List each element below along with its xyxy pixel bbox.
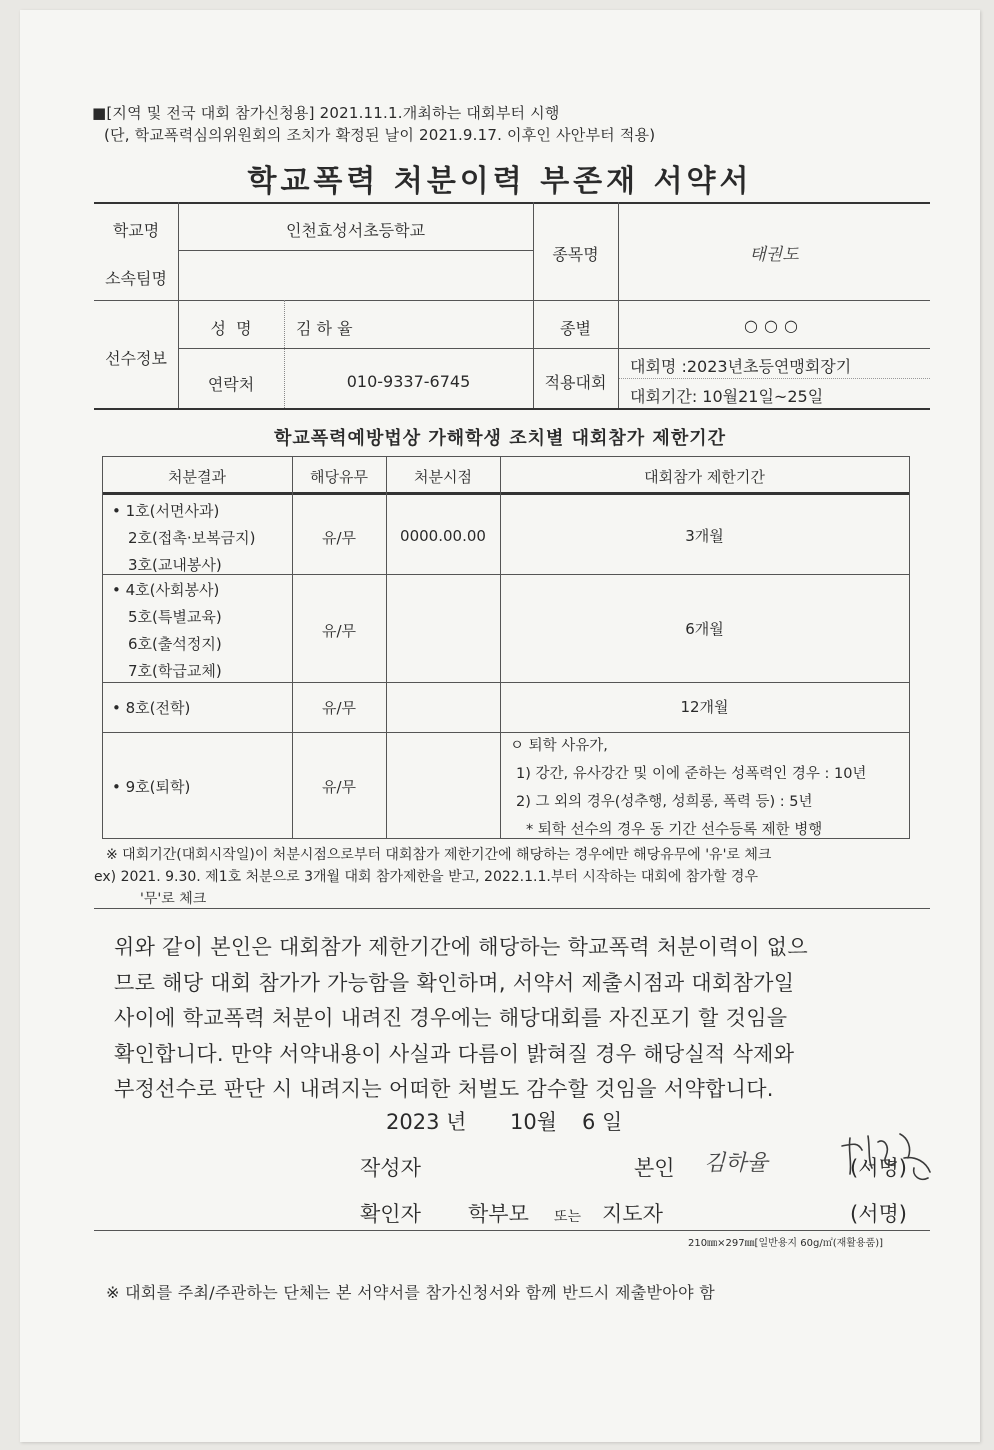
or-label: 또는 (554, 1209, 582, 1225)
table-note-3: '무'로 체크 (140, 891, 207, 907)
col-header-applicable: 해당유무 (310, 468, 368, 486)
pledge-text (114, 930, 934, 1108)
confirmer-label: 확인자 (360, 1202, 421, 1226)
self-handwritten-name: 김하율 (704, 1151, 768, 1176)
restriction-period: 3개월 (685, 527, 724, 545)
parent-label: 학부모 (468, 1202, 529, 1226)
date-day: 6 일 (582, 1110, 623, 1134)
form-paper (20, 10, 980, 1442)
result-item: • 4호(사회봉사) (112, 581, 220, 599)
restriction-period: 6개월 (685, 620, 724, 638)
notice-line-1: ■[지역 및 전국 대회 참가신청용] 2021.11.1.개최하는 대회부터 시행 (92, 104, 560, 122)
col-header-period: 대회참가 제한기간 (644, 468, 765, 486)
col-header-date: 처분시점 (414, 468, 472, 486)
notice-line-2: (단, 학교폭력심의위원회의 조치가 확정된 날이 2021.9.17. 이후인 사안부터 적용) (104, 126, 656, 144)
result-item: • 1호(서면사과) (112, 502, 220, 520)
result-item: 6호(출석정지) (128, 635, 222, 653)
pledge-line: 위와 같이 본인은 대회참가 제한기간에 해당하는 학교폭력 처분이력이 없으 (114, 935, 808, 959)
restriction-period-line: ㅇ 퇴학 사유가, (510, 738, 608, 754)
date-year: 2023 년 (386, 1110, 467, 1134)
result-item: • 9호(퇴학) (112, 778, 191, 796)
disposition-date: 0000.00.00 (400, 527, 486, 545)
form-title: 학교폭력 처분이력 부존재 서약서 (247, 164, 753, 199)
restriction-period: 12개월 (680, 698, 729, 716)
name-value: 김 하 율 (296, 319, 353, 338)
restriction-period-line: * 퇴학 선수의 경우 동 기간 선수등록 제한 병행 (526, 822, 823, 838)
name-label: 성 명 (210, 319, 252, 338)
category-value: ○○○ (744, 316, 804, 335)
applicable-value: 유/무 (321, 778, 357, 796)
restriction-period-line: 1) 강간, 유사강간 및 이에 준하는 성폭력인 경우 : 10년 (516, 766, 867, 782)
school-value: 인천효성서초등학교 (285, 221, 426, 240)
sport-value: 태권도 (749, 245, 799, 265)
col-header-result: 처분결과 (168, 468, 226, 486)
result-item: 3호(교내봉사) (128, 556, 222, 574)
applicable-value: 유/무 (321, 699, 357, 717)
player-info-label: 선수정보 (105, 349, 167, 368)
applicable-value: 유/무 (321, 622, 357, 640)
table-note-2: ex) 2021. 9.30. 제1호 처분으로 3개월 대회 참가제한을 받고, 2022.1.1.부터 시작하는 대회에 참가할 경우 (94, 869, 758, 885)
pledge-line: 사이에 학교폭력 처분이 내려진 경우에는 해당대회를 자진포기 할 것임을 (114, 1006, 788, 1030)
category-label: 종별 (560, 319, 591, 338)
result-item: • 8호(전학) (112, 699, 191, 717)
pledge-line: 확인합니다. 만약 서약내용이 사실과 다름이 밝혀질 경우 해당실적 삭제와 (114, 1041, 795, 1066)
writer-label: 작성자 (360, 1156, 421, 1180)
result-item: 7호(학급교체) (128, 662, 222, 680)
event-label: 적용대회 (544, 373, 607, 392)
signature-label-1: (서명) (850, 1156, 907, 1180)
contact-label: 연락처 (207, 375, 255, 394)
table-note-1: ※ 대회기간(대회시작일)이 처분시점으로부터 대회참가 제한기간에 해당하는 경우에만 해당유무에 '유'로 체크 (106, 847, 772, 863)
result-item: 2호(접촉·보복금지) (128, 529, 256, 547)
sport-label: 종목명 (552, 245, 599, 264)
guide-label: 지도자 (602, 1202, 663, 1226)
date-month: 10월 (510, 1110, 558, 1134)
result-item: 5호(특별교육) (128, 608, 222, 626)
school-label: 학교명 (112, 221, 160, 240)
team-label: 소속팀명 (105, 269, 167, 288)
pledge-line: 부정선수로 판단 시 내려지는 어떠한 처벌도 감수할 것임을 서약합니다. (114, 1077, 774, 1101)
paper-spec: 210㎜×297㎜[일반용지 60g/㎡(재활용품)] (688, 1238, 884, 1249)
self-label: 본인 (634, 1156, 675, 1180)
restriction-subtitle: 학교폭력예방법상 가해학생 조치별 대회참가 제한기간 (274, 428, 726, 449)
handwritten-signature (838, 1128, 938, 1192)
contact-value: 010-9337-6745 (346, 372, 471, 391)
pledge-line: 므로 해당 대회 참가가 가능함을 확인하며, 서약서 제출시점과 대회참가일 (114, 970, 795, 995)
footer-note: ※ 대회를 주최/주관하는 단체는 본 서약서를 참가신청서와 함께 반드시 제출받아야 함 (106, 1283, 715, 1302)
applicable-value: 유/무 (321, 529, 357, 547)
signature-label-2: (서명) (850, 1202, 907, 1226)
event-name: 대회명 :2023년초등연맹회장기 (630, 357, 852, 376)
restriction-period-line: 2) 그 외의 경우(성추행, 성희롱, 폭력 등) : 5년 (516, 794, 813, 810)
event-period: 대회기간: 10월21일~25일 (630, 387, 824, 406)
